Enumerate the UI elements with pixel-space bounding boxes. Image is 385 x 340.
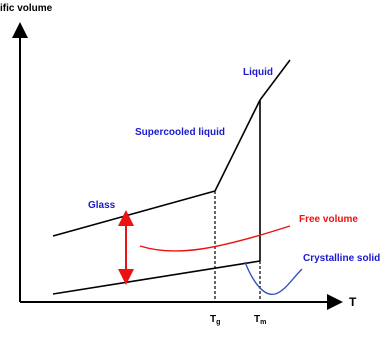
tg-sub: g — [216, 319, 221, 326]
glass-curve — [53, 191, 215, 236]
crystalline-solid-label: Crystalline solid — [303, 253, 381, 264]
liquid-label: Liquid — [243, 67, 273, 78]
liquid-curve — [260, 60, 290, 100]
tm-sub: m — [260, 319, 267, 326]
glass-label: Glass — [88, 200, 116, 211]
supercooled-liquid-curve — [215, 100, 260, 191]
crystalline-solid-curve — [53, 261, 260, 294]
tm-main: T — [254, 314, 261, 325]
free-volume-label: Free volume — [299, 214, 358, 225]
tg-tick-label — [210, 314, 220, 326]
supercooled-liquid-label: Supercooled liquid — [135, 127, 226, 138]
tg-main: T — [210, 314, 217, 325]
y-axis-label: ific volume — [0, 3, 53, 14]
tm-tick-label — [254, 314, 266, 326]
x-axis-label: T — [349, 295, 357, 309]
crystal-dip-curve — [245, 262, 302, 294]
